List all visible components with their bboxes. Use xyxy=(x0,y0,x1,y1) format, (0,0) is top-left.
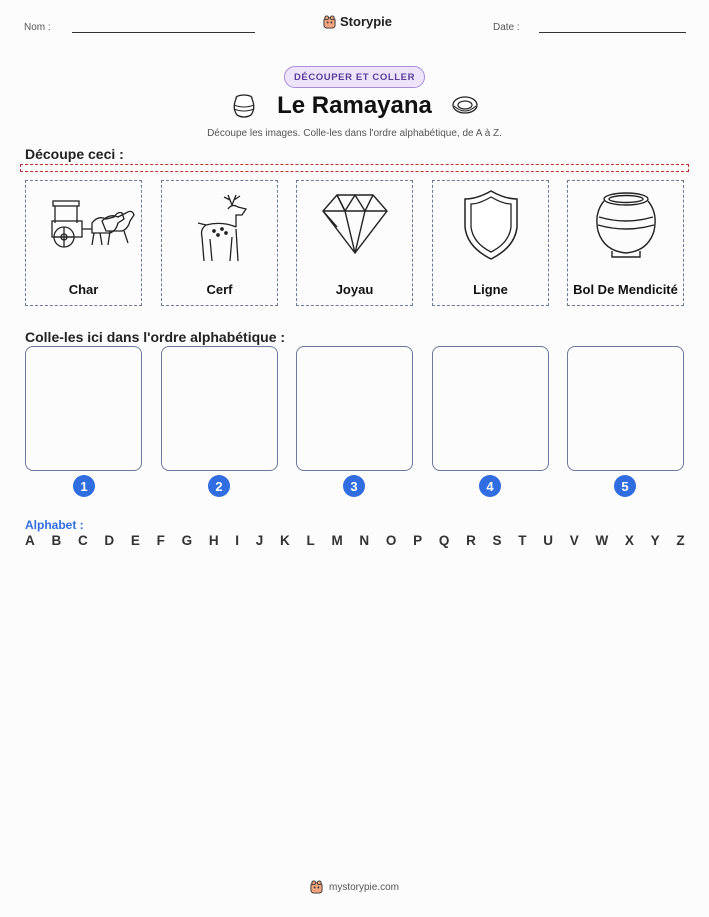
cut-card[interactable] xyxy=(161,180,278,306)
letter: A xyxy=(25,533,35,548)
brand-logo xyxy=(323,14,392,29)
letter: L xyxy=(306,533,315,548)
mascot-icon xyxy=(310,880,323,894)
slot-number: 2 xyxy=(208,475,230,497)
letter: F xyxy=(156,533,165,548)
letter: H xyxy=(208,533,219,548)
gem-icon xyxy=(297,187,412,263)
paste-box[interactable] xyxy=(161,346,278,471)
letter: C xyxy=(77,533,88,548)
letter: P xyxy=(413,533,423,548)
letter: N xyxy=(359,533,370,548)
alphabet-heading: Alphabet : xyxy=(25,518,84,532)
cut-line xyxy=(20,164,689,172)
name-field[interactable] xyxy=(72,32,255,33)
letter: T xyxy=(518,533,527,548)
card-label: Cerf xyxy=(206,282,233,297)
instructions: Découpe les images. Colle-les dans l'ordre alphabétique, de A à Z. xyxy=(207,128,502,139)
letter: X xyxy=(624,533,634,548)
deer-icon xyxy=(162,187,277,263)
slot-number: 3 xyxy=(343,475,365,497)
cut-card[interactable] xyxy=(296,180,413,306)
slot-number: 5 xyxy=(614,475,636,497)
letter: D xyxy=(104,533,115,548)
letter: Z xyxy=(676,533,685,548)
letter: J xyxy=(255,533,264,548)
date-label: Date : xyxy=(493,22,520,33)
paste-box[interactable] xyxy=(567,346,684,471)
letter: K xyxy=(280,533,290,548)
name-label: Nom : xyxy=(24,22,51,33)
cut-card[interactable] xyxy=(567,180,684,306)
paste-box[interactable] xyxy=(296,346,413,471)
paste-box[interactable] xyxy=(25,346,142,471)
ring-icon xyxy=(451,94,479,116)
letter: S xyxy=(492,533,502,548)
letter: O xyxy=(385,533,397,548)
date-field[interactable] xyxy=(539,32,686,33)
card-label: Ligne xyxy=(473,282,508,297)
page-title: Le Ramayana xyxy=(277,92,432,119)
paste-heading: Colle-les ici dans l'ordre alphabétique : xyxy=(25,329,286,345)
cut-card[interactable] xyxy=(432,180,549,306)
slot-number: 1 xyxy=(73,475,95,497)
letter: I xyxy=(235,533,240,548)
activity-badge: DÉCOUPER ET COLLER xyxy=(284,66,425,88)
footer xyxy=(0,880,709,894)
letter: Q xyxy=(438,533,450,548)
footer-url[interactable]: mystorypie.com xyxy=(328,881,399,893)
pot-icon xyxy=(568,187,683,263)
mascot-icon xyxy=(323,15,336,29)
letter: E xyxy=(130,533,140,548)
card-label: Char xyxy=(68,282,99,297)
letter: Y xyxy=(650,533,660,548)
letter: V xyxy=(569,533,579,548)
card-label: Joyau xyxy=(335,282,374,297)
cut-heading: Découpe ceci : xyxy=(25,146,124,162)
alphabet-row xyxy=(25,533,685,548)
letter: R xyxy=(466,533,476,548)
chariot-icon xyxy=(26,187,141,263)
letter: U xyxy=(543,533,553,548)
brand-name: Storypie xyxy=(340,14,393,29)
cut-card[interactable] xyxy=(25,180,142,306)
paste-box[interactable] xyxy=(432,346,549,471)
letter: M xyxy=(331,533,343,548)
shield-icon xyxy=(433,187,548,263)
slot-number: 4 xyxy=(479,475,501,497)
letter: G xyxy=(181,533,193,548)
letter: B xyxy=(51,533,62,548)
card-label: Bol De Mendicité xyxy=(573,282,678,297)
letter: W xyxy=(595,533,609,548)
